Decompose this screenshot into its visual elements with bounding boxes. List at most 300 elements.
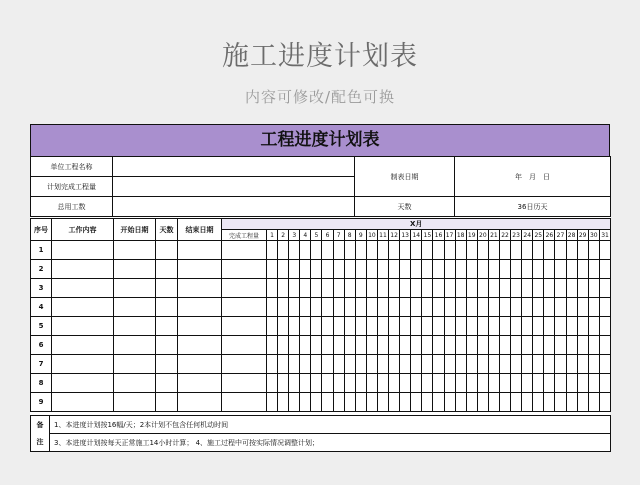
done-quantity-cell[interactable] (222, 279, 267, 298)
day-cell[interactable] (267, 260, 278, 279)
day-cell[interactable] (422, 298, 433, 317)
day-cell[interactable] (278, 298, 289, 317)
start-date-cell[interactable] (114, 336, 156, 355)
day-cell[interactable] (533, 393, 544, 412)
day-cell[interactable] (555, 336, 566, 355)
end-date-cell[interactable] (178, 393, 222, 412)
day-cell[interactable] (466, 279, 477, 298)
day-cell[interactable] (477, 260, 488, 279)
day-cell[interactable] (411, 336, 422, 355)
done-quantity-cell[interactable] (222, 241, 267, 260)
day-cell[interactable] (499, 279, 510, 298)
day-cell[interactable] (522, 241, 533, 260)
day-cell[interactable] (333, 260, 344, 279)
day-cell[interactable] (422, 279, 433, 298)
day-cell[interactable] (566, 336, 577, 355)
day-cell[interactable] (533, 355, 544, 374)
day-cell[interactable] (599, 393, 611, 412)
day-cell[interactable] (400, 393, 411, 412)
day-cell[interactable] (455, 260, 466, 279)
day-cell[interactable] (499, 317, 510, 336)
day-cell[interactable] (577, 260, 588, 279)
day-cell[interactable] (389, 355, 400, 374)
day-cell[interactable] (599, 279, 611, 298)
day-cell[interactable] (455, 317, 466, 336)
day-cell[interactable] (544, 279, 555, 298)
day-cell[interactable] (366, 336, 377, 355)
day-cell[interactable] (366, 374, 377, 393)
day-cell[interactable] (422, 393, 433, 412)
done-quantity-cell[interactable] (222, 393, 267, 412)
days-cell[interactable] (156, 374, 178, 393)
day-cell[interactable] (311, 393, 322, 412)
day-cell[interactable] (533, 374, 544, 393)
day-cell[interactable] (355, 241, 366, 260)
day-cell[interactable] (488, 393, 499, 412)
end-date-cell[interactable] (178, 298, 222, 317)
work-cell[interactable] (52, 241, 114, 260)
day-cell[interactable] (522, 355, 533, 374)
day-cell[interactable] (355, 374, 366, 393)
end-date-cell[interactable] (178, 355, 222, 374)
day-cell[interactable] (355, 355, 366, 374)
day-cell[interactable] (322, 336, 333, 355)
day-cell[interactable] (300, 241, 311, 260)
work-cell[interactable] (52, 298, 114, 317)
day-cell[interactable] (433, 260, 444, 279)
days-cell[interactable] (156, 260, 178, 279)
day-cell[interactable] (389, 374, 400, 393)
day-cell[interactable] (555, 393, 566, 412)
day-cell[interactable] (566, 298, 577, 317)
day-cell[interactable] (300, 393, 311, 412)
day-cell[interactable] (278, 317, 289, 336)
work-cell[interactable] (52, 393, 114, 412)
day-cell[interactable] (311, 298, 322, 317)
day-cell[interactable] (400, 279, 411, 298)
day-cell[interactable] (488, 241, 499, 260)
day-cell[interactable] (400, 374, 411, 393)
day-cell[interactable] (499, 336, 510, 355)
day-cell[interactable] (322, 393, 333, 412)
day-cell[interactable] (577, 279, 588, 298)
day-cell[interactable] (389, 298, 400, 317)
day-cell[interactable] (278, 374, 289, 393)
day-cell[interactable] (566, 317, 577, 336)
day-cell[interactable] (511, 374, 522, 393)
day-cell[interactable] (599, 336, 611, 355)
day-cell[interactable] (322, 374, 333, 393)
day-cell[interactable] (267, 393, 278, 412)
day-cell[interactable] (577, 298, 588, 317)
day-cell[interactable] (333, 241, 344, 260)
day-cell[interactable] (322, 298, 333, 317)
day-cell[interactable] (511, 336, 522, 355)
day-cell[interactable] (289, 336, 300, 355)
day-cell[interactable] (455, 374, 466, 393)
day-cell[interactable] (488, 279, 499, 298)
day-cell[interactable] (422, 336, 433, 355)
day-cell[interactable] (355, 260, 366, 279)
days-cell[interactable] (156, 317, 178, 336)
day-cell[interactable] (267, 355, 278, 374)
day-cell[interactable] (455, 241, 466, 260)
day-cell[interactable] (289, 317, 300, 336)
day-cell[interactable] (278, 355, 289, 374)
day-cell[interactable] (599, 374, 611, 393)
day-cell[interactable] (555, 374, 566, 393)
day-cell[interactable] (444, 279, 455, 298)
day-cell[interactable] (588, 260, 599, 279)
day-cell[interactable] (422, 241, 433, 260)
day-cell[interactable] (544, 336, 555, 355)
days-cell[interactable] (156, 355, 178, 374)
day-cell[interactable] (466, 355, 477, 374)
day-cell[interactable] (311, 355, 322, 374)
day-cell[interactable] (400, 260, 411, 279)
day-cell[interactable] (588, 393, 599, 412)
day-cell[interactable] (267, 241, 278, 260)
day-cell[interactable] (566, 355, 577, 374)
day-cell[interactable] (377, 355, 388, 374)
day-cell[interactable] (322, 317, 333, 336)
day-cell[interactable] (333, 317, 344, 336)
day-cell[interactable] (355, 336, 366, 355)
day-cell[interactable] (522, 279, 533, 298)
day-cell[interactable] (588, 298, 599, 317)
day-cell[interactable] (289, 298, 300, 317)
day-cell[interactable] (377, 317, 388, 336)
day-cell[interactable] (344, 298, 355, 317)
day-cell[interactable] (588, 374, 599, 393)
day-cell[interactable] (566, 260, 577, 279)
day-cell[interactable] (588, 317, 599, 336)
day-cell[interactable] (389, 336, 400, 355)
end-date-cell[interactable] (178, 374, 222, 393)
end-date-cell[interactable] (178, 260, 222, 279)
day-cell[interactable] (488, 374, 499, 393)
day-cell[interactable] (289, 374, 300, 393)
day-cell[interactable] (366, 279, 377, 298)
day-cell[interactable] (300, 298, 311, 317)
day-cell[interactable] (322, 241, 333, 260)
start-date-cell[interactable] (114, 355, 156, 374)
days-cell[interactable] (156, 298, 178, 317)
day-cell[interactable] (544, 317, 555, 336)
day-cell[interactable] (488, 355, 499, 374)
day-cell[interactable] (511, 317, 522, 336)
day-cell[interactable] (444, 317, 455, 336)
day-cell[interactable] (544, 374, 555, 393)
day-cell[interactable] (477, 393, 488, 412)
work-cell[interactable] (52, 317, 114, 336)
day-cell[interactable] (466, 374, 477, 393)
day-cell[interactable] (499, 241, 510, 260)
day-cell[interactable] (433, 298, 444, 317)
work-cell[interactable] (52, 279, 114, 298)
day-cell[interactable] (522, 374, 533, 393)
day-cell[interactable] (400, 317, 411, 336)
day-cell[interactable] (555, 279, 566, 298)
done-quantity-cell[interactable] (222, 317, 267, 336)
day-cell[interactable] (555, 260, 566, 279)
day-cell[interactable] (422, 374, 433, 393)
day-cell[interactable] (389, 393, 400, 412)
day-cell[interactable] (278, 279, 289, 298)
day-cell[interactable] (599, 317, 611, 336)
day-cell[interactable] (311, 279, 322, 298)
day-cell[interactable] (377, 279, 388, 298)
day-cell[interactable] (400, 241, 411, 260)
end-date-cell[interactable] (178, 336, 222, 355)
day-cell[interactable] (322, 355, 333, 374)
day-cell[interactable] (366, 260, 377, 279)
day-cell[interactable] (300, 279, 311, 298)
day-cell[interactable] (477, 279, 488, 298)
day-cell[interactable] (311, 336, 322, 355)
day-cell[interactable] (300, 317, 311, 336)
day-cell[interactable] (267, 298, 278, 317)
day-cell[interactable] (300, 336, 311, 355)
work-cell[interactable] (52, 355, 114, 374)
planned-quantity-value[interactable] (113, 177, 355, 197)
day-cell[interactable] (599, 260, 611, 279)
day-cell[interactable] (533, 317, 544, 336)
day-cell[interactable] (333, 279, 344, 298)
day-cell[interactable] (289, 241, 300, 260)
day-cell[interactable] (389, 317, 400, 336)
day-cell[interactable] (544, 355, 555, 374)
day-cell[interactable] (455, 355, 466, 374)
day-cell[interactable] (333, 374, 344, 393)
done-quantity-cell[interactable] (222, 355, 267, 374)
day-cell[interactable] (511, 279, 522, 298)
day-cell[interactable] (355, 317, 366, 336)
day-cell[interactable] (400, 336, 411, 355)
day-cell[interactable] (499, 393, 510, 412)
day-cell[interactable] (488, 317, 499, 336)
day-cell[interactable] (411, 355, 422, 374)
day-cell[interactable] (444, 374, 455, 393)
day-cell[interactable] (377, 374, 388, 393)
day-cell[interactable] (444, 336, 455, 355)
day-cell[interactable] (433, 374, 444, 393)
unit-name-value[interactable] (113, 157, 355, 177)
day-cell[interactable] (433, 355, 444, 374)
day-cell[interactable] (444, 260, 455, 279)
day-cell[interactable] (566, 393, 577, 412)
day-cell[interactable] (555, 298, 566, 317)
day-cell[interactable] (267, 317, 278, 336)
day-cell[interactable] (444, 241, 455, 260)
day-cell[interactable] (322, 260, 333, 279)
day-cell[interactable] (477, 336, 488, 355)
day-cell[interactable] (511, 393, 522, 412)
day-cell[interactable] (511, 298, 522, 317)
day-cell[interactable] (533, 279, 544, 298)
day-cell[interactable] (499, 374, 510, 393)
day-cell[interactable] (599, 355, 611, 374)
day-cell[interactable] (278, 241, 289, 260)
day-cell[interactable] (344, 355, 355, 374)
day-cell[interactable] (311, 241, 322, 260)
start-date-cell[interactable] (114, 317, 156, 336)
day-cell[interactable] (455, 298, 466, 317)
day-cell[interactable] (377, 298, 388, 317)
day-cell[interactable] (311, 317, 322, 336)
day-cell[interactable] (267, 279, 278, 298)
day-cell[interactable] (267, 374, 278, 393)
end-date-cell[interactable] (178, 279, 222, 298)
day-cell[interactable] (522, 298, 533, 317)
day-cell[interactable] (455, 279, 466, 298)
day-cell[interactable] (466, 336, 477, 355)
day-cell[interactable] (577, 374, 588, 393)
day-cell[interactable] (477, 241, 488, 260)
start-date-cell[interactable] (114, 393, 156, 412)
day-cell[interactable] (499, 298, 510, 317)
day-cell[interactable] (311, 374, 322, 393)
day-cell[interactable] (588, 336, 599, 355)
day-cell[interactable] (455, 393, 466, 412)
day-cell[interactable] (566, 241, 577, 260)
day-cell[interactable] (433, 393, 444, 412)
day-cell[interactable] (488, 260, 499, 279)
day-cell[interactable] (577, 317, 588, 336)
day-cell[interactable] (311, 260, 322, 279)
day-cell[interactable] (411, 279, 422, 298)
day-cell[interactable] (499, 260, 510, 279)
day-cell[interactable] (389, 279, 400, 298)
day-cell[interactable] (577, 393, 588, 412)
day-cell[interactable] (566, 279, 577, 298)
day-cell[interactable] (477, 355, 488, 374)
day-cell[interactable] (333, 393, 344, 412)
day-cell[interactable] (355, 298, 366, 317)
day-cell[interactable] (599, 241, 611, 260)
start-date-cell[interactable] (114, 279, 156, 298)
day-cell[interactable] (278, 393, 289, 412)
day-cell[interactable] (444, 393, 455, 412)
day-cell[interactable] (377, 393, 388, 412)
day-cell[interactable] (522, 317, 533, 336)
day-cell[interactable] (289, 355, 300, 374)
day-cell[interactable] (289, 393, 300, 412)
day-cell[interactable] (344, 241, 355, 260)
day-cell[interactable] (577, 241, 588, 260)
day-cell[interactable] (577, 355, 588, 374)
day-cell[interactable] (433, 279, 444, 298)
day-cell[interactable] (588, 279, 599, 298)
day-cell[interactable] (411, 260, 422, 279)
day-cell[interactable] (455, 336, 466, 355)
day-cell[interactable] (366, 241, 377, 260)
day-cell[interactable] (555, 241, 566, 260)
done-quantity-cell[interactable] (222, 260, 267, 279)
day-cell[interactable] (411, 241, 422, 260)
total-work-value[interactable] (113, 197, 355, 217)
day-cell[interactable] (588, 355, 599, 374)
day-cell[interactable] (344, 336, 355, 355)
day-cell[interactable] (344, 317, 355, 336)
day-cell[interactable] (411, 374, 422, 393)
day-cell[interactable] (267, 336, 278, 355)
day-cell[interactable] (599, 298, 611, 317)
start-date-cell[interactable] (114, 241, 156, 260)
day-cell[interactable] (466, 241, 477, 260)
day-cell[interactable] (333, 336, 344, 355)
day-cell[interactable] (566, 374, 577, 393)
start-date-cell[interactable] (114, 374, 156, 393)
day-cell[interactable] (411, 393, 422, 412)
work-cell[interactable] (52, 260, 114, 279)
day-cell[interactable] (444, 355, 455, 374)
day-cell[interactable] (477, 298, 488, 317)
day-cell[interactable] (289, 260, 300, 279)
day-cell[interactable] (333, 355, 344, 374)
day-cell[interactable] (400, 298, 411, 317)
day-cell[interactable] (533, 336, 544, 355)
day-cell[interactable] (366, 393, 377, 412)
day-cell[interactable] (544, 260, 555, 279)
day-cell[interactable] (422, 317, 433, 336)
start-date-cell[interactable] (114, 298, 156, 317)
days-cell[interactable] (156, 241, 178, 260)
day-cell[interactable] (522, 336, 533, 355)
day-cell[interactable] (289, 279, 300, 298)
day-cell[interactable] (278, 260, 289, 279)
done-quantity-cell[interactable] (222, 336, 267, 355)
day-cell[interactable] (411, 317, 422, 336)
day-cell[interactable] (333, 298, 344, 317)
day-cell[interactable] (577, 336, 588, 355)
days-cell[interactable] (156, 279, 178, 298)
day-cell[interactable] (544, 241, 555, 260)
day-cell[interactable] (377, 336, 388, 355)
day-cell[interactable] (344, 393, 355, 412)
day-cell[interactable] (366, 355, 377, 374)
day-cell[interactable] (466, 317, 477, 336)
days-cell[interactable] (156, 393, 178, 412)
day-cell[interactable] (588, 241, 599, 260)
day-cell[interactable] (544, 393, 555, 412)
day-cell[interactable] (400, 355, 411, 374)
day-cell[interactable] (522, 260, 533, 279)
day-cell[interactable] (511, 241, 522, 260)
day-cell[interactable] (377, 260, 388, 279)
day-cell[interactable] (411, 298, 422, 317)
day-cell[interactable] (533, 241, 544, 260)
day-cell[interactable] (278, 336, 289, 355)
day-cell[interactable] (389, 260, 400, 279)
days-cell[interactable] (156, 336, 178, 355)
day-cell[interactable] (344, 279, 355, 298)
start-date-cell[interactable] (114, 260, 156, 279)
date-value[interactable]: 年 月 日 (455, 157, 611, 197)
day-cell[interactable] (422, 355, 433, 374)
end-date-cell[interactable] (178, 317, 222, 336)
day-cell[interactable] (522, 393, 533, 412)
day-cell[interactable] (511, 260, 522, 279)
day-cell[interactable] (377, 241, 388, 260)
day-cell[interactable] (544, 298, 555, 317)
day-cell[interactable] (488, 298, 499, 317)
done-quantity-cell[interactable] (222, 374, 267, 393)
day-cell[interactable] (433, 241, 444, 260)
day-cell[interactable] (499, 355, 510, 374)
day-cell[interactable] (344, 260, 355, 279)
day-cell[interactable] (533, 260, 544, 279)
